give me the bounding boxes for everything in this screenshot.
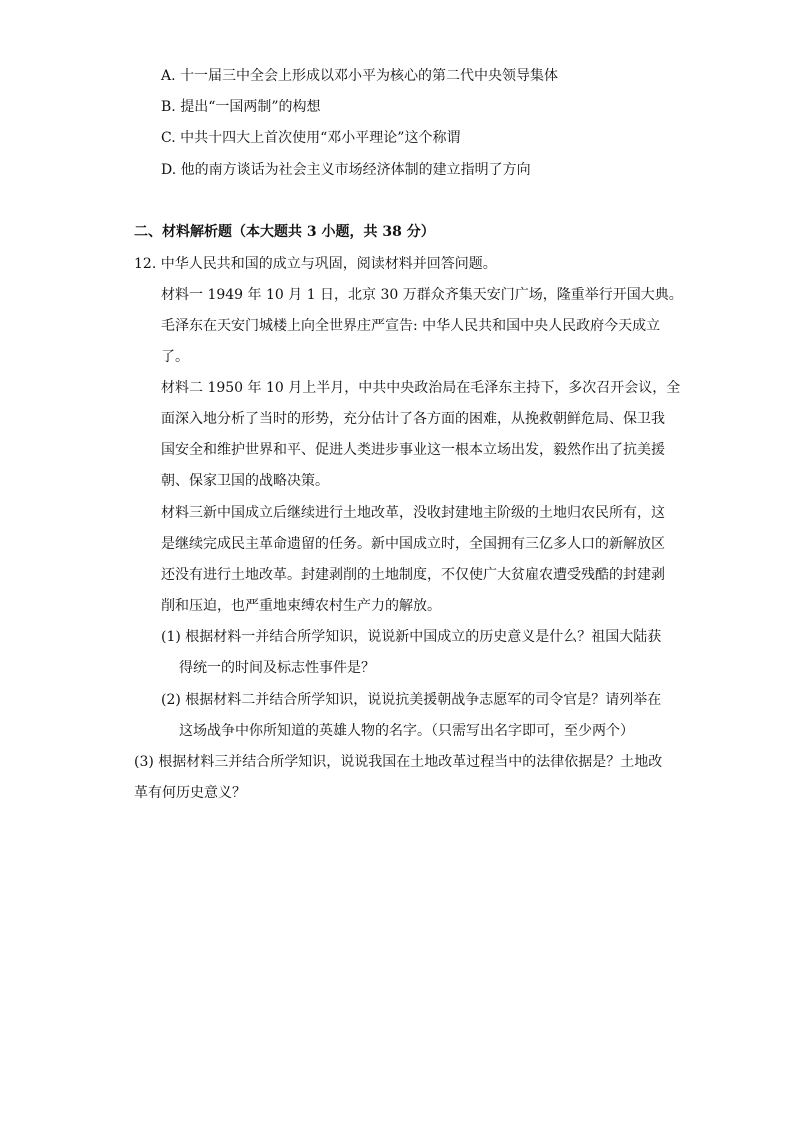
sub-question-2-line: (2) 根据材料二并结合所学知识，说说抗美援朝战争志愿军的司令官是？请列举在	[161, 692, 662, 708]
sub-question-1-line: 得统一的时间及标志性事件是？	[179, 660, 375, 676]
sub-question-3-line: 革有何历史意义？	[134, 785, 246, 801]
material-2-line: 国安全和维护世界和平、促进人类进步事业这一根本立场出发，毅然作出了抗美援	[161, 442, 665, 458]
material-1-line: 材料一 1949 年 10 月 1 日，北京 30 万群众齐集天安门广场，隆重举行开国大典。	[161, 287, 683, 303]
option-a	[161, 66, 558, 86]
material-1-line: 毛泽东在天安门城楼上向全世界庄严宣告: 中华人民共和国中央人民政府今天成立	[161, 318, 661, 334]
material-2-line: 面深入地分析了当时的形势，充分估计了各方面的困难，从挽救朝鲜危局、保卫我	[161, 411, 665, 427]
option-text: 提出“一国两制”的构想	[180, 99, 321, 115]
sub-question-2-line: 这场战争中你所知道的英雄人物的名字。（只需写出名字即可，至少两个）	[179, 723, 634, 739]
material-2-line: 朝、保家卫国的战略决策。	[161, 473, 329, 489]
material-2-line: 材料二 1950 年 10 月上半月，中共中央政治局在毛泽东主持下，多次召开会议，全	[161, 380, 681, 396]
option-c	[161, 128, 460, 148]
sub-question-1-line: (1) 根据材料一并结合所学知识，说说新中国成立的历史意义是什么？祖国大陆获	[161, 629, 662, 645]
question-12-title	[134, 254, 497, 274]
option-letter: D.	[161, 162, 177, 178]
option-text: 十一届三中全会上形成以邓小平为核心的第二代中央领导集体	[180, 68, 559, 84]
material-3-line: 削和压迫，也严重地束缚农村生产力的解放。	[161, 598, 441, 614]
material-1-line: 了。	[161, 349, 189, 365]
material-3-line: 还没有进行土地改革。封建剥削的土地制度，不仅使广大贫雇农遭受残酷的封建剥	[161, 567, 665, 583]
option-text: 他的南方谈话为社会主义市场经济体制的建立指明了方向	[180, 162, 531, 178]
question-number: 12.	[134, 256, 157, 272]
option-letter: B.	[161, 99, 176, 115]
option-letter: C.	[161, 130, 176, 146]
sub-question-3-line: (3) 根据材料三并结合所学知识，说说我国在土地改革过程当中的法律依据是？土地改	[134, 754, 663, 770]
option-text: 中共十四大上首次使用“邓小平理论”这个称谓	[180, 130, 461, 146]
material-3-line: 是继续完成民主革命遗留的任务。新中国成立时，全国拥有三亿多人口的新解放区	[161, 536, 665, 552]
option-d	[161, 160, 531, 180]
material-3-line: 材料三新中国成立后继续进行土地改革，没收封建地主阶级的土地归农民所有，这	[161, 505, 665, 521]
section-heading: 二、材料解析题（本大题共 3 小题，共 38 分）	[134, 224, 435, 240]
question-title: 中华人民共和国的成立与巩固，阅读材料并回答问题。	[160, 256, 497, 272]
option-letter: A.	[161, 68, 176, 84]
option-b	[161, 97, 321, 117]
